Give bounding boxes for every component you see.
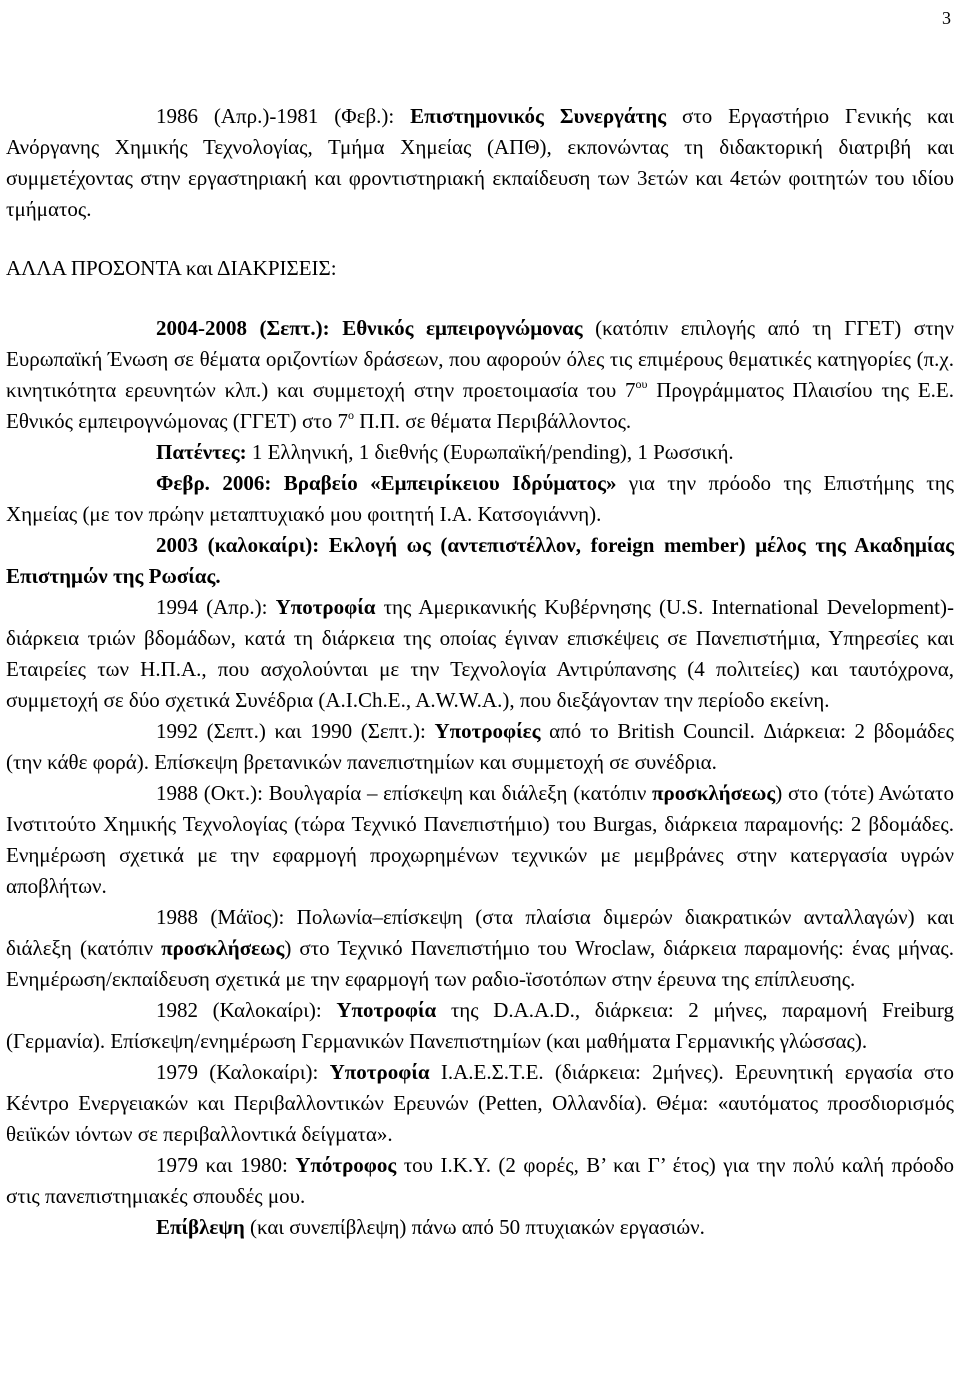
item-text: 1979 (Καλοκαίρι): <box>156 1060 330 1084</box>
item-supervision <box>6 1212 954 1243</box>
item-text: Π.Π. σε θέματα Περιβάλλοντος. <box>353 409 632 433</box>
item-iky-scholar <box>6 1150 954 1212</box>
item-text: 1982 (Καλοκαίρι): <box>156 998 337 1022</box>
item-title: Υποτροφία <box>336 998 437 1022</box>
item-british-council <box>6 716 954 778</box>
item-iaeste-scholarship <box>6 1057 954 1150</box>
item-daad-scholarship <box>6 995 954 1057</box>
item-academy-member <box>6 530 954 592</box>
item-title: 2004-2008 (Σεπτ.): Εθνικός εμπειρογνώμονας <box>156 316 583 340</box>
item-title: Πατέντες: <box>156 440 247 464</box>
item-text: 1994 (Απρ.): <box>156 595 276 619</box>
item-award <box>6 468 954 530</box>
item-text: 1979 και 1980: <box>156 1153 296 1177</box>
item-text: Προγράμματος Πλαισίου της Ε.Ε. Εθνικός εμπειρογνώμονας (ΓΓΕΤ) στο 7 <box>6 378 954 433</box>
item-patents <box>6 437 954 468</box>
superscript: ου <box>635 377 648 391</box>
superscript: ο <box>347 408 354 422</box>
item-text: της D.A.A.D., διάρκεια: 2 μήνες, παραμονή Freiburg (Γερμανία). Επίσκεψη/ενημέρωση Γερμανικών Πανεπιστημίων (και μαθήματα Γερμανικής γλώσσας). <box>6 998 954 1053</box>
item-text: 1988 (Οκτ.): Βουλγαρία – επίσκεψη και διάλεξη (κατόπιν <box>156 781 653 805</box>
item-title: Υπότροφος <box>295 1153 397 1177</box>
document-body <box>6 101 954 1243</box>
page-number: 3 <box>942 8 951 28</box>
item-text: 1992 (Σεπτ.) και 1990 (Σεπτ.): <box>156 719 435 743</box>
item-title: Υποτροφία <box>275 595 376 619</box>
item-us-scholarship <box>6 592 954 716</box>
item-title: 2003 (καλοκαίρι): Εκλογή ως (αντεπιστέλλον, foreign member) μέλος της Ακαδημίας Επιστημών της Ρωσίας. <box>6 533 954 588</box>
section-heading: ΑΛΛΑ ΠΡΟΣΟΝΤΑ και ΔΙΑΚΡΙΣΕΙΣ: <box>6 256 337 280</box>
item-title: προσκλήσεως <box>652 781 776 805</box>
item-poland-visit <box>6 902 954 995</box>
item-text: του Ι.Κ.Υ. (2 φορές, Β’ και Γ’ έτος) για την πολύ καλή πρόοδο στις πανεπιστημιακές σπουδές μου. <box>6 1153 954 1208</box>
item-text: Ι.Α.Ε.Σ.Τ.Ε. (διάρκεια: 2μήνες). Ερευνητική εργασία στο Κέντρο Ενεργειακών και Περιβαλλοντικών Ερευνών (Petten, Ολλανδία). Θέμα: «αυτόματος προσδιορισμός θειϊκών ιόντων σε περιβαλλοντικά δείγματα». <box>6 1060 954 1146</box>
item-title: Επίβλεψη <box>156 1215 245 1239</box>
item-text: 1 Ελληνική, 1 διεθνής (Ευρωπαϊκή/pending), 1 Ρωσσική. <box>246 440 734 464</box>
item-text: (κατόπιν επιλογής από τη ΓΓΕΤ) στην Ευρωπαϊκή Ένωση σε θέματα οριζοντίων δράσεων, που αφορούν όλες τις επιμέρους θεματικές κατηγορίες (π.χ. κινητικότητα ερευνητών κλπ.) και συμμετοχή στην προετοιμασία του 7 <box>6 316 954 402</box>
role-title: Επιστημονικός Συνεργάτης <box>410 104 667 128</box>
item-text: 1988 (Μάϊος): Πολωνία–επίσκεψη (στα πλαίσια διμερών διακρατικών ανταλλαγών) και διάλεξη (κατόπιν <box>6 905 954 960</box>
paragraph-scientific-collaborator <box>6 101 954 225</box>
paragraph-text: στο Εργαστήριο Γενικής και Ανόργανης Χημικής Τεχνολογίας, Τμήμα Χημείας (ΑΠΘ), εκπονώντας τη διδακτορική διατριβή και συμμετέχοντας στην εργαστηριακή και φροντιστηριακή εκπαίδευση των 3ετών και 4ετών φοιτητών του ιδίου τμήματος. <box>6 104 954 221</box>
item-text: ) στο Τεχνικό Πανεπιστήμιο του Wroclaw, διάρκεια παραμονής: ένας μήνας. Ενημέρωση/εκπαίδευση σχετικά με την εφαρμογή των ραδιο-ϊσοτόπων στην έρευνα της επίπλευσης. <box>6 936 954 991</box>
item-text: της Αμερικανικής Κυβέρνησης (U.S. International Development)-διάρκεια τριών βδομάδων, κατά τη διάρκεια της οποίας έγιναν επισκέψεις σε Πανεπιστήμια, Υπηρεσίες και Εταιρείες των Η.Π.Α., που ασχολούνται με την Τεχνολογία Αντιρύπανσης (4 πολιτείες) και ταυτόχρονα, συμμετοχή σε δύο σχετικά Συνέδρια (A.I.Ch.E., A.W.W.A.), που διεξάγονταν την περίοδο εκείνη. <box>6 595 954 712</box>
date-range: 1986 (Απρ.)-1981 (Φεβ.): <box>156 104 411 128</box>
item-national-expert <box>6 313 954 437</box>
item-text: για την πρόοδο της Επιστήμης της Χημείας (με τον πρώην μεταπτυχιακό μου φοιτητή Ι.Α. Κατσογιάννη). <box>6 471 954 526</box>
item-title: Υποτροφία <box>329 1060 430 1084</box>
item-text: από το British Council. Διάρκεια: 2 βδομάδες (την κάθε φορά). Επίσκεψη βρετανικών πανεπιστημίων και συμμετοχή σε συνέδρια. <box>6 719 954 774</box>
item-text: (και συνεπίβλεψη) πάνω από 50 πτυχιακών εργασιών. <box>244 1215 705 1239</box>
item-title: Φεβρ. 2006: Βραβείο «Εμπειρίκειου Ιδρύματος» <box>156 471 617 495</box>
item-bulgaria-visit <box>6 778 954 902</box>
item-text: ) στο (τότε) Ανώτατο Ινστιτούτο Χημικής Τεχνολογίας (τώρα Τεχνικό Πανεπιστήμιο) του Burgas, διάρκεια παραμονής: 2 βδομάδες. Ενημέρωση σχετικά με την εφαρμογή προχωρημένων τεχνικών με μεμβράνες στην κατεργασία υγρών αποβλήτων. <box>6 781 954 898</box>
item-title: προσκλήσεως <box>161 936 285 960</box>
item-title: Υποτροφίες <box>434 719 541 743</box>
